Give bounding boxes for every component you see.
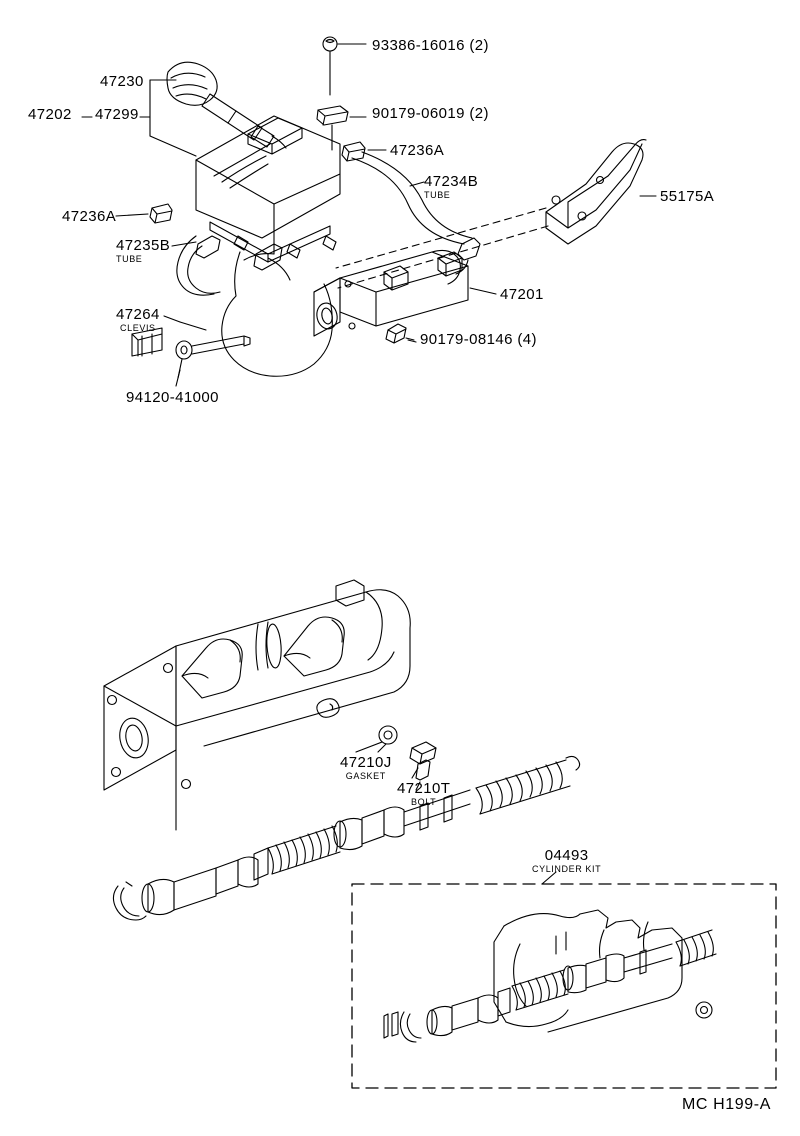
label-text: 93386-16016 (2) [372,37,489,54]
label-47210T [397,781,450,807]
leader-90179-08146 [408,340,416,342]
transmission-housing-outline [222,252,333,376]
label-text: 47201 [500,286,544,303]
label-47299 [95,107,139,123]
label-text: 47264 [116,306,160,323]
label-90179-06019 [372,106,489,122]
part-47202-reservoir-tank [196,116,340,262]
label-subtext: TUBE [424,189,451,200]
label-47202 [28,107,72,123]
label-47230 [100,74,144,90]
label-text: 47234B [424,173,479,190]
label-text: 47210J [340,754,392,771]
label-text: 47299 [95,106,139,123]
label-text: 47236A [390,142,445,159]
label-text: 47236A [62,208,117,225]
label-text: 90179-08146 (4) [420,331,537,348]
label-subtext: BOLT [411,796,437,807]
label-text: 55175A [660,188,715,205]
label-47264 [116,307,160,333]
part-55175A-bracket [546,140,646,244]
part-93386-16016-screw [323,37,337,95]
label-47235B [116,238,170,264]
part-47230-boot [167,62,217,105]
part-47235B-tube [177,236,282,295]
label-text: 47210T [397,780,451,797]
label-subtext: CYLINDER KIT [532,863,602,874]
label-text: 47235B [116,237,171,254]
part-47210J-gasket [378,726,397,752]
label-94120-41000 [126,390,219,406]
label-90179-08146 [420,332,537,348]
label-subtext: GASKET [345,770,386,781]
part-94120-41000-pin [176,336,250,378]
label-04493-cylinder-kit [532,848,601,874]
label-subtext: CLEVIS [120,322,156,333]
part-90179-06019-clip [317,106,348,150]
part-47236A-clamp-left [150,204,172,223]
cylinder-kit-contents [384,910,716,1042]
label-text: 90179-06019 (2) [372,105,489,122]
label-55175A [660,189,714,205]
plate-code: MC H199-A [682,1096,771,1113]
label-47234B [424,174,478,200]
leader-94120 [176,370,180,386]
label-47210J [340,755,392,781]
label-text: 04493 [544,847,589,864]
part-47201-cylinder-body-detail [104,580,410,830]
label-subtext: TUBE [116,253,143,264]
bracket-mount-dashed-lines [336,208,548,288]
label-47201 [500,287,544,303]
part-47234B-tube [352,152,480,260]
label-text: 47230 [100,73,144,90]
label-93386-16016 [372,38,489,54]
label-47236A-upper [390,143,444,159]
label-47236A-left [62,209,116,225]
part-47201-master-cylinder [314,250,468,336]
label-text: 94120-41000 [126,389,219,406]
label-text: 47202 [28,106,72,123]
